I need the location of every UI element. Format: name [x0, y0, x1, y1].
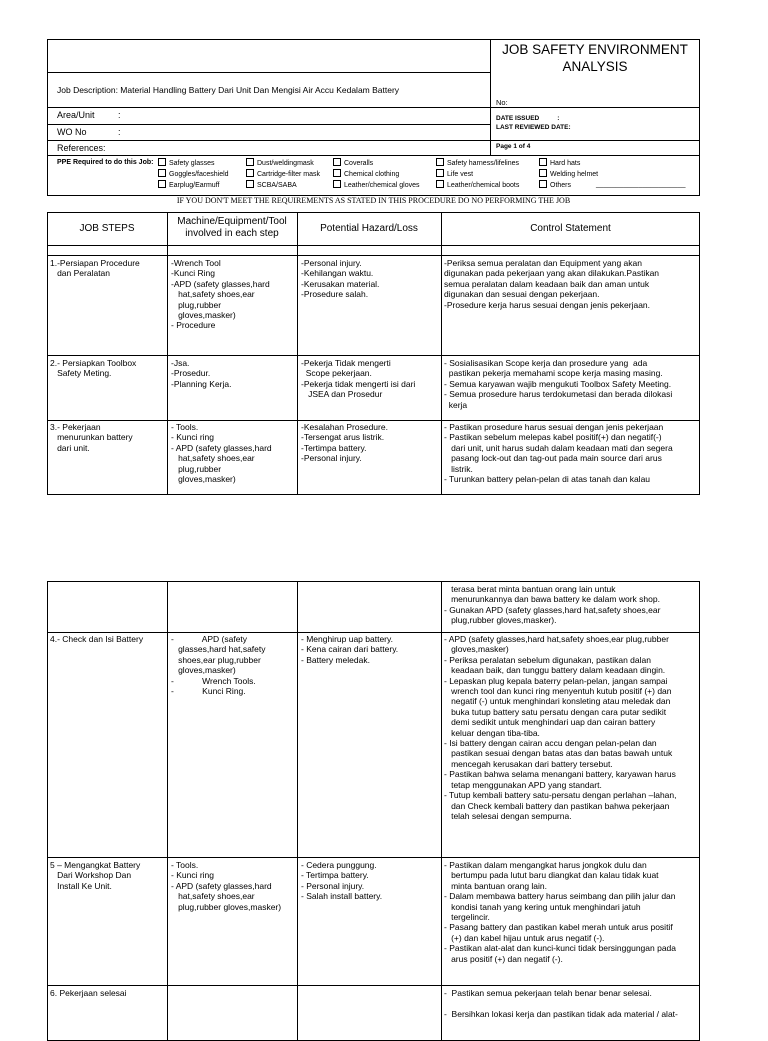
- table-row-hazard: [301, 860, 382, 902]
- ppe-item[interactable]: [158, 169, 229, 179]
- cell-line: - Isi battery dengan cairan accu dengan pelan-pelan dan: [444, 738, 657, 749]
- doc-title: [492, 41, 698, 75]
- cell-line: dari unit.: [50, 442, 90, 453]
- line: [47, 107, 700, 108]
- cell-line: - Pastikan alat-alat dan kunci-kunci tidak bersinggungan pada: [444, 943, 677, 954]
- ppe-item[interactable]: [539, 180, 571, 190]
- cell-line: semua peralatan dalam keadaan baik dan aman untuk: [444, 278, 650, 289]
- ppe-item-label: Welding helmet: [550, 171, 599, 178]
- doc-title-line2: ANALYSIS: [562, 59, 628, 74]
- job-description: Job Description: Material Handling Battery Dari Unit Dan Mengisi Air Accu Kedalam Battery: [57, 85, 400, 95]
- col-header-machine: [167, 216, 297, 240]
- cell-line: hat,safety shoes,ear: [171, 453, 255, 464]
- ppe-item[interactable]: [333, 180, 420, 190]
- ppe-label: PPE Required to do this Job:: [57, 159, 154, 166]
- wo-label: WO No: [57, 127, 87, 137]
- ppe-item[interactable]: [539, 169, 598, 179]
- page-number: Page 1 of 4: [496, 143, 531, 150]
- cell-line: negatif (-) untuk menghindari konsleting atau meledak dan: [444, 696, 671, 707]
- cell-line: buka tutup battery satu persatu dengan cara putar sedikit: [444, 706, 667, 717]
- line: [167, 212, 168, 495]
- cell-line: minta bantuan orang lain.: [444, 880, 548, 891]
- cell-line: arus positif (+) dan negatif (-).: [444, 953, 563, 964]
- cell-line: plug,rubber gloves,masker): [171, 901, 282, 912]
- cell-line: - Lepaskan plug kepala baterry pelan-pelan, jangan sampai: [444, 675, 668, 686]
- wo-colon: :: [118, 127, 121, 137]
- table-row-step: [50, 422, 133, 453]
- line: [47, 255, 700, 256]
- table-row-step: [50, 634, 143, 644]
- cell-line: -Personal injury.: [301, 258, 362, 268]
- cell-line: - Kena cairan dari battery.: [301, 644, 399, 655]
- ppe-item[interactable]: [436, 180, 519, 190]
- cell-line: -Wrench Tool: [171, 258, 221, 268]
- cell-line: -Pekerja tidak mengerti isi dari: [301, 378, 416, 389]
- ppe-item-label: Others: [550, 182, 572, 189]
- cell-line: (+) dan kabel hijau untuk arus negatif (-).: [444, 932, 605, 943]
- table-row-tools: [171, 422, 272, 484]
- no-label: No:: [496, 98, 508, 107]
- cell-line: - Semua karyawan wajib mengukuti Toolbox Safety Meeting.: [444, 378, 672, 389]
- checkbox-icon: [436, 169, 444, 177]
- cell-line: - Bersihkan lokasi kerja dan pastikan tidak ada material / alat-: [444, 1008, 678, 1019]
- cell-line: menurunkannya dan bawa battery ke dalam work shop.: [444, 594, 660, 605]
- table-row-step: [50, 860, 140, 891]
- table-row-control: [444, 634, 676, 821]
- ppe-item-label: Coveralls: [344, 160, 374, 167]
- ppe-others-line: _______________________: [596, 181, 686, 188]
- cell-line: - Tutup kembali battery satu-persatu dengan perlahan –lahan,: [444, 790, 677, 801]
- cell-line: JSEA dan Prosedur: [301, 389, 383, 400]
- checkbox-icon: [246, 169, 254, 177]
- line: [47, 72, 490, 73]
- cell-line: pastikan pekerja memahami scope kerja masing masing.: [444, 368, 663, 379]
- cell-line: -Prosedure salah.: [301, 289, 369, 300]
- table-row-control: [444, 860, 676, 964]
- cell-line: - Pastikan prosedure harus sesuai dengan jenis pekerjaan: [444, 422, 664, 432]
- cell-line: - Salah install battery.: [301, 891, 383, 902]
- ppe-item[interactable]: [246, 158, 314, 168]
- checkbox-icon: [333, 169, 341, 177]
- cell-line: kondisi tanah yang kering untuk menghindari jatuh: [444, 901, 641, 912]
- cell-line: - Periksa peralatan sebelum digunakan, pastikan dalan: [444, 654, 651, 665]
- cell-line: - Personal injury.: [301, 880, 365, 891]
- cell-line: menurunkan battery: [50, 432, 133, 443]
- checkbox-icon: [333, 158, 341, 166]
- cell-line: hat,safety shoes,ear: [171, 891, 255, 902]
- cell-line: 6. Pekerjaan selesai: [50, 988, 127, 998]
- line: [297, 212, 298, 495]
- cell-line: 2.- Persiapkan Toolbox: [50, 358, 137, 368]
- col-header-steps: JOB STEPS: [79, 223, 135, 234]
- checkbox-icon: [539, 180, 547, 188]
- ppe-item[interactable]: [436, 158, 519, 168]
- checkbox-icon: [158, 180, 166, 188]
- cell-line: -Personal injury.: [301, 453, 362, 464]
- checkbox-icon: [246, 180, 254, 188]
- line: [47, 985, 700, 986]
- cell-line: -Prosedure kerja harus sesuai dengan jenis pekerjaan.: [444, 299, 651, 310]
- table-row-hazard: [301, 422, 388, 464]
- cell-line: -Pekerja Tidak mengerti: [301, 358, 391, 368]
- cell-line: - Cedera punggung.: [301, 860, 377, 870]
- ppe-item[interactable]: [158, 180, 219, 190]
- col-header-machine-l2: involved in each step: [185, 228, 279, 239]
- cell-line: plug,rubber gloves,masker).: [444, 615, 557, 626]
- cell-line: - Tools.: [171, 422, 199, 432]
- cell-line: dan Peralatan: [50, 268, 111, 279]
- checkbox-icon: [436, 180, 444, 188]
- line: [47, 857, 700, 858]
- header-divider: [490, 39, 491, 155]
- ppe-item-label: Life vest: [447, 171, 474, 178]
- ppe-item-label: Cartridge-filter mask: [257, 171, 321, 178]
- cell-line: plug,rubber: [171, 463, 222, 474]
- area-label: Area/Unit: [57, 110, 95, 120]
- cell-line: - Dalam membawa battery harus seimbang dan pilih jalur dan: [444, 891, 676, 902]
- cell-line: wrench tool dan kunci ring menyentuh kutub positif (+) dan: [444, 686, 672, 697]
- cell-line: listrik.: [444, 463, 473, 474]
- col-header-hazard: Potential Hazard/Loss: [320, 223, 418, 234]
- cell-line: - Semua prosedure harus terdokumetasi dan berada dilokasi: [444, 389, 673, 400]
- cell-line: terasa berat minta bantuan orang lain untuk: [444, 584, 616, 594]
- cell-line: - Turunkan battery pelan-pelan di atas tanah dan kalau: [444, 474, 651, 485]
- cell-line: telah selesai dengan sempurna.: [444, 810, 572, 821]
- cell-line: -Tertimpa battery.: [301, 442, 367, 453]
- line: [47, 140, 700, 141]
- cell-line: -Kesalahan Prosedure.: [301, 422, 388, 432]
- cell-line: -Periksa semua peralatan dan Equipment yang akan: [444, 258, 642, 268]
- cell-line: -Prosedur.: [171, 368, 211, 379]
- line: [47, 420, 700, 421]
- table-row-hazard: [301, 258, 379, 300]
- cell-line: gloves,masker): [171, 310, 236, 321]
- cell-line: demi sedikit untuk menghindari uap dan cairan battery: [444, 717, 656, 728]
- checkbox-icon: [158, 158, 166, 166]
- cell-line: - APD (safety glasses,hard: [171, 442, 272, 453]
- ppe-item[interactable]: [246, 180, 297, 190]
- cell-line: 5 – Mengangkat Battery: [50, 860, 141, 870]
- last-reviewed: LAST REVIEWED DATE:: [496, 124, 571, 131]
- cell-line: - Pastikan semua pekerjaan telah benar benar selesai.: [444, 988, 652, 998]
- cell-line: keadaan baik, dan tunggu battery dalam keadaan dingin.: [444, 665, 666, 676]
- cell-line: dari unit, unit harus sudah dalam keadaan mati dan segera: [444, 442, 673, 453]
- ppe-item[interactable]: [539, 158, 580, 168]
- ppe-item-label: Goggles/faceshield: [169, 171, 229, 178]
- checkbox-icon: [436, 158, 444, 166]
- cell-line: Scope pekerjaan.: [301, 368, 372, 379]
- col-header-control: Control Statement: [530, 223, 611, 234]
- cell-line: [444, 998, 678, 1008]
- cell-line: - Pastikan bahwa selama menangani battery, karyawan harus: [444, 769, 676, 780]
- cell-line: - Kunci ring: [171, 870, 214, 881]
- cell-line: -Kerusakan material.: [301, 278, 380, 289]
- cell-line: Dari Workshop Dan: [50, 870, 132, 881]
- ppe-item-label: SCBA/SABA: [257, 182, 297, 189]
- cell-line: tetap menggunakan APD yang standart.: [444, 779, 602, 790]
- line: [47, 124, 490, 125]
- cell-line: tergelincir.: [444, 912, 490, 923]
- ppe-item-label: Hard hats: [550, 160, 581, 167]
- line: [167, 581, 168, 1041]
- table-row-step: [50, 358, 136, 379]
- table-row-control: [444, 988, 678, 1019]
- doc-title-line1: JOB SAFETY ENVIRONMENT: [502, 42, 688, 57]
- ppe-item[interactable]: [246, 169, 320, 179]
- line: [47, 355, 700, 356]
- ppe-item-label: Leather/chemical gloves: [344, 182, 420, 189]
- cell-line: - Gunakan APD (safety glasses,hard hat,safety shoes,ear: [444, 604, 661, 615]
- cell-line: - APD (safety: [171, 634, 248, 644]
- table-row-control: [444, 422, 673, 484]
- cell-line: - Menghirup uap battery.: [301, 634, 393, 644]
- table-row-step: [50, 988, 127, 998]
- table-row-control: [444, 358, 672, 410]
- cell-line: - Tertimpa battery.: [301, 870, 369, 881]
- checkbox-icon: [333, 180, 341, 188]
- line: [441, 581, 442, 1041]
- cell-line: - Tools.: [171, 860, 199, 870]
- table-row-step: [50, 258, 140, 279]
- ppe-item[interactable]: [436, 169, 473, 179]
- ppe-item-label: Leather/chemical boots: [447, 182, 520, 189]
- warning-text: IF YOU DON'T MEET THE REQUIREMENTS AS STATED IN THIS PROCEDURE DO NO PERFORMING THE JOB: [176, 196, 571, 205]
- table-row-tools: [171, 358, 231, 389]
- cell-line: -APD (safety glasses,hard: [171, 278, 270, 289]
- cell-line: pastikan sesuai dengan batas atas dan batas bawah untuk: [444, 748, 673, 759]
- cell-line: glasses,hard hat,safety: [171, 644, 266, 655]
- references-label: References:: [57, 143, 106, 153]
- cell-line: Install Ke Unit.: [50, 880, 112, 891]
- cell-line: - Pasang battery dan pastikan kabel merah untuk arus positif: [444, 922, 673, 933]
- cell-line: - Pastikan sebelum melepas kabel positif(+) dan negatif(-): [444, 432, 662, 443]
- ppe-item[interactable]: [333, 169, 399, 179]
- cell-line: 4.- Check dan Isi Battery: [50, 634, 144, 644]
- cell-line: - APD (safety glasses,hard: [171, 880, 272, 891]
- ppe-item-label: Safety harness/lifelines: [447, 160, 519, 167]
- table-row-control: [444, 584, 660, 626]
- cell-line: gloves,masker): [171, 665, 236, 676]
- date-issued: DATE ISSUED :: [496, 115, 560, 122]
- cell-line: -Tersengat arus listrik.: [301, 432, 385, 443]
- cell-line: - Sosialisasikan Scope kerja dan prosedure yang ada: [444, 358, 648, 368]
- ppe-item-label: Chemical clothing: [344, 171, 400, 178]
- ppe-item[interactable]: [333, 158, 373, 168]
- cell-line: gloves,masker): [444, 644, 509, 655]
- table-row-tools: [171, 634, 266, 696]
- cell-line: 3.- Pekerjaan: [50, 422, 101, 432]
- line: [297, 581, 298, 1041]
- cell-line: - Procedure: [171, 320, 216, 331]
- table-row-control: [444, 258, 659, 310]
- cell-line: - Kunci Ring.: [171, 686, 246, 697]
- ppe-item-label: Earplug/Earmuff: [169, 182, 220, 189]
- cell-line: -Kunci Ring: [171, 268, 215, 279]
- cell-line: - Kunci ring: [171, 432, 214, 443]
- line: [47, 155, 700, 156]
- table-row-tools: [171, 258, 270, 331]
- cell-line: - Battery meledak.: [301, 654, 370, 665]
- checkbox-icon: [246, 158, 254, 166]
- cell-line: digunakan dan sesuai dengan pekerjaan.: [444, 289, 600, 300]
- cell-line: -Jsa.: [171, 358, 190, 368]
- cell-line: shoes,ear plug,rubber: [171, 654, 261, 665]
- cell-line: - Pastikan dalam mengangkat harus jongkok dulu dan: [444, 860, 647, 870]
- table-row-hazard: [301, 358, 415, 400]
- table-row-hazard: [301, 634, 398, 665]
- area-colon: :: [118, 110, 121, 120]
- cell-line: plug,rubber: [171, 299, 222, 310]
- table-row-tools: [171, 860, 281, 912]
- cell-line: - APD (safety glasses,hard hat,safety shoes,ear plug,rubber: [444, 634, 669, 644]
- cell-line: Safety Meting.: [50, 368, 112, 379]
- ppe-item[interactable]: [158, 158, 215, 168]
- ppe-item-label: Safety glasses: [169, 160, 215, 167]
- cell-line: -Kehilangan waktu.: [301, 268, 374, 279]
- checkbox-icon: [539, 169, 547, 177]
- cell-line: -Planning Kerja.: [171, 378, 232, 389]
- line: [47, 245, 700, 246]
- line: [47, 632, 700, 633]
- cell-line: pasang lock-out dan tag-out pada main source dari arus: [444, 453, 662, 464]
- checkbox-icon: [539, 158, 547, 166]
- cell-line: keluar dengan tiba-tiba.: [444, 727, 540, 738]
- cell-line: dan Check kembali battery dan pastikan bahwa pekerjaan: [444, 800, 670, 811]
- col-header-machine-l1: Machine/Equipment/Tool: [177, 216, 287, 227]
- cell-line: 1.-Persiapan Procedure: [50, 258, 140, 268]
- cell-line: bertumpu pada lutut baru diangkat dan kalau tidak kuat: [444, 870, 659, 881]
- cell-line: mencegah kerusakan dari battery tersebut.: [444, 758, 613, 769]
- line: [441, 212, 442, 495]
- cell-line: gloves,masker): [171, 474, 236, 485]
- cell-line: - Wrench Tools.: [171, 675, 256, 686]
- cell-line: digunakan pada pekerjaan yang akan dilakukan.Pastikan: [444, 268, 660, 279]
- cell-line: kerja: [444, 399, 468, 410]
- cell-line: hat,safety shoes,ear: [171, 289, 255, 300]
- checkbox-icon: [158, 169, 166, 177]
- ppe-item-label: Dust/weldingmask: [257, 160, 314, 167]
